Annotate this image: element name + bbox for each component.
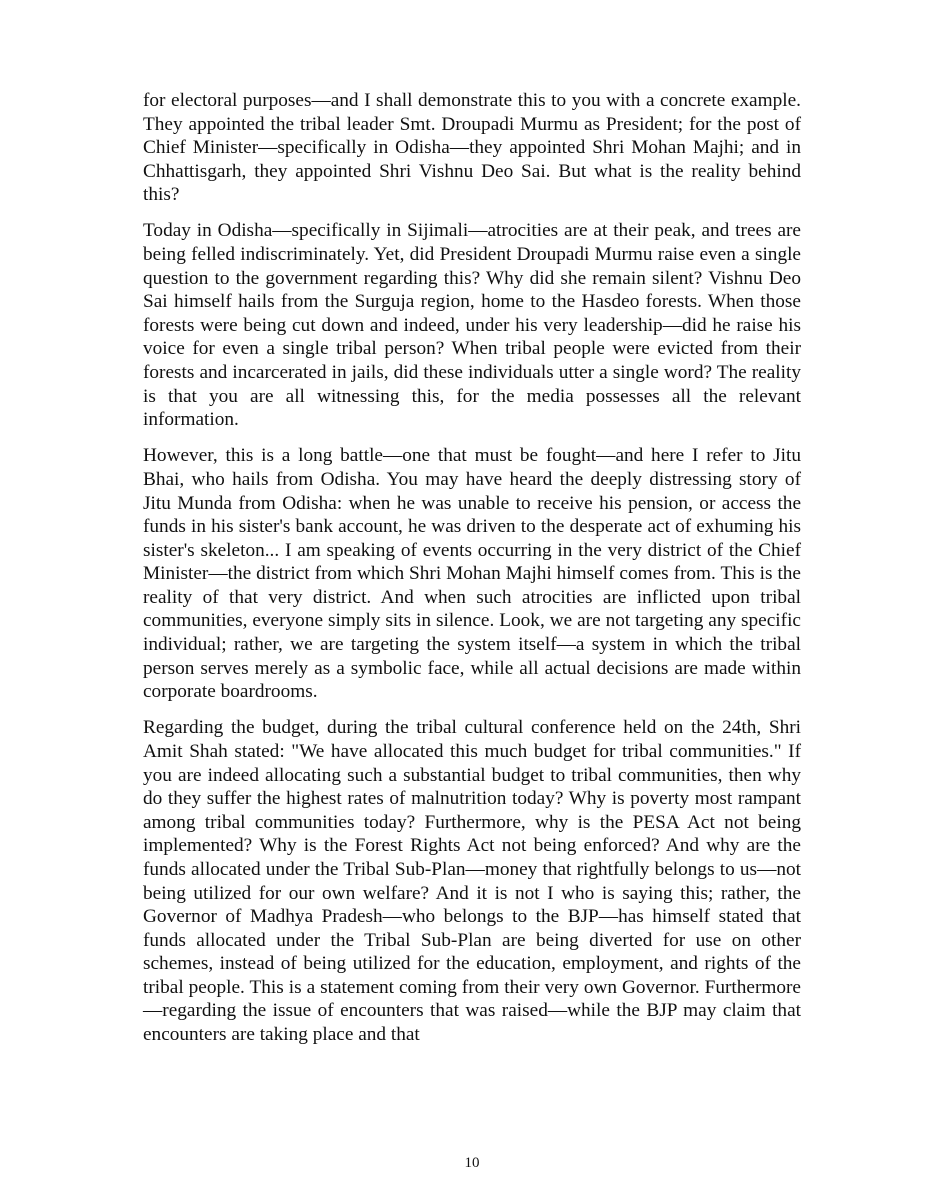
paragraph-3: However, this is a long battle—one that must be fought—and here I refer to Jitu Bhai, who hails from Odisha. You may have heard the deeply distressing story of Jitu Munda from Odisha: when he was unable to receive his pension, or access the funds in his sister's bank account, he was driven to the desperate act of exhuming his sister's skeleton... I am speaking of events occurring in the very district of the Chief Minister—the district from which Shri Mohan Majhi himself comes from. This is the reality of that very district. And when such atrocities are inflicted upon tribal communities, everyone simply sits in silence. Look, we are not targeting any specific individual; rather, we are targeting the system itself—a system in which the tribal person serves merely as a symbolic face, while all actual decisions are made within corporate boardrooms. [143, 445, 801, 703]
document-body [143, 89, 801, 1059]
paragraph-4: Regarding the budget, during the tribal cultural conference held on the 24th, Shri Amit Shah stated: "We have allocated this much budget for tribal communities." If you are indeed allocating such a substantial budget to tribal communities, then why do they suffer the highest rates of malnutrition today? Why is poverty most rampant among tribal communities today? Furthermore, why is the PESA Act not being implemented? Why is the Forest Rights Act not being enforced? And why are the funds allocated under the Tribal Sub-Plan—money that rightfully belongs to us—not being utilized for our own welfare? And it is not I who is saying this; rather, the Governor of Madhya Pradesh—who belongs to the BJP—has himself stated that funds allocated under the Tribal Sub-Plan are being diverted for use on other schemes, instead of being utilized for the education, employment, and rights of the tribal people. This is a statement coming from their very own Governor. Furthermore—regarding the issue of encounters that was raised—while the BJP may claim that encounters are taking place and that [143, 717, 801, 1046]
page-number: 10 [464, 1155, 480, 1171]
paragraph-1: for electoral purposes—and I shall demonstrate this to you with a concrete example. They appointed the tribal leader Smt. Droupadi Murmu as President; for the post of Chief Minister—specifically in Odisha—they appointed Shri Mohan Majhi; and in Chhattisgarh, they appointed Shri Vishnu Deo Sai. But what is the reality behind this? [143, 90, 801, 206]
paragraph-2: Today in Odisha—specifically in Sijimali—atrocities are at their peak, and trees are being felled indiscriminately. Yet, did President Droupadi Murmu raise even a single question to the government regarding this? Why did she remain silent? Vishnu Deo Sai himself hails from the Surguja region, home to the Hasdeo forests. When those forests were being cut down and indeed, under his very leadership—did he raise his voice for even a single tribal person? When tribal people were evicted from their forests and incarcerated in jails, did these individuals utter a single word? The reality is that you are all witnessing this, for the media possesses all the relevant information. [143, 220, 801, 431]
